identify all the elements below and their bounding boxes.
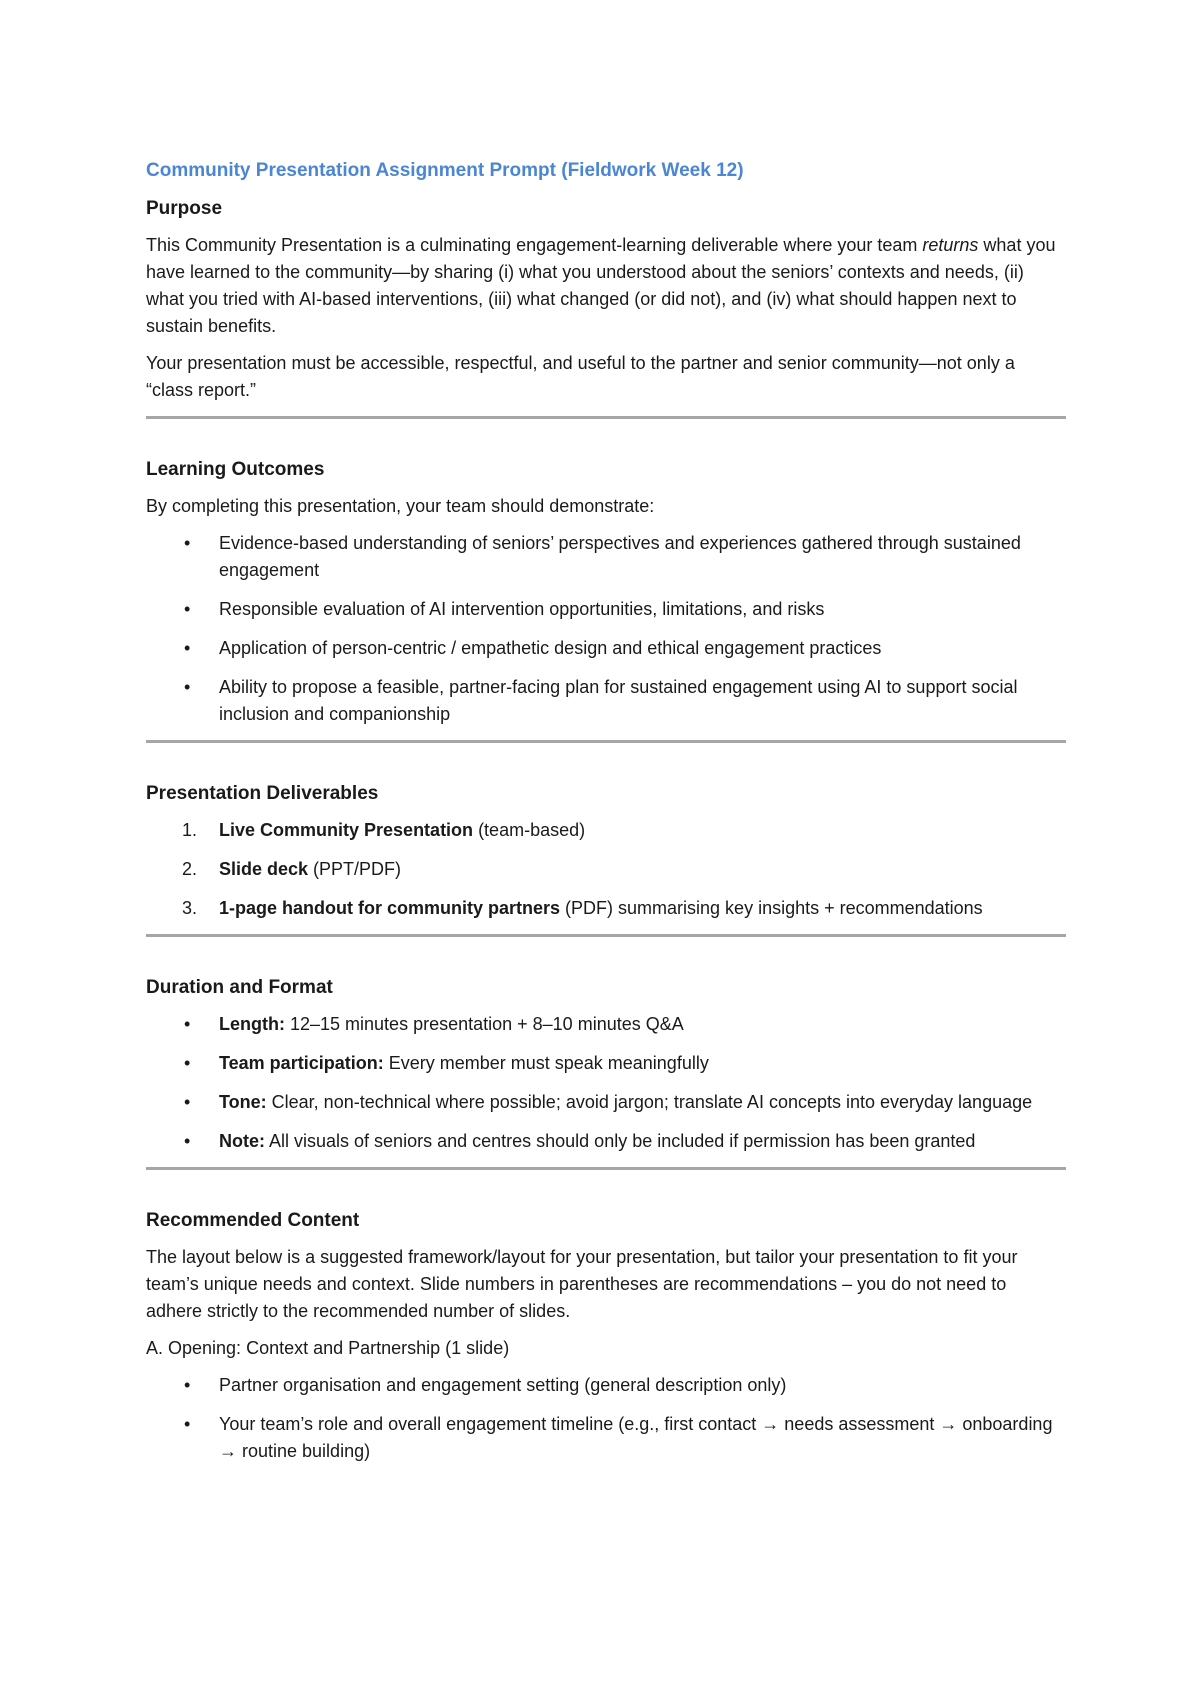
bullet-icon: •	[184, 638, 191, 658]
bullet-icon: •	[184, 677, 191, 697]
document-page	[146, 158, 1066, 1477]
deliverables-list	[146, 817, 1066, 922]
bullet-icon: •	[184, 1131, 191, 1151]
purpose-p1-italic: returns	[922, 235, 979, 255]
list-item: • Application of person-centric / empathetic design and ethical engagement practices	[146, 635, 1066, 662]
section-divider	[146, 1167, 1066, 1170]
list-item: 3. 1-page handout for community partners (PDF) summarising key insights + recommendations	[146, 895, 1066, 922]
list-item: • Note: All visuals of seniors and centres should only be included if permission has been granted	[146, 1128, 1066, 1155]
format-heading: Duration and Format	[146, 977, 333, 998]
list-item: • Your team’s role and overall engagement timeline (e.g., first contact → needs assessment → onboarding → routine building)	[146, 1411, 1066, 1465]
content-heading: Recommended Content	[146, 1210, 360, 1231]
bullet-icon: •	[184, 1375, 191, 1395]
purpose-paragraph-2: Your presentation must be accessible, respectful, and useful to the partner and senior community—not only a “class report.”	[146, 353, 1015, 400]
bullet-icon: •	[184, 1014, 191, 1034]
list-item: 1. Live Community Presentation (team-based)	[146, 817, 1066, 844]
list-item: • Evidence-based understanding of seniors’ perspectives and experiences gathered through sustained engagement	[146, 530, 1066, 584]
content-intro: The layout below is a suggested framework/layout for your presentation, but tailor your presentation to fit your team’s unique needs and context. Slide numbers in parentheses are recommendations – you do not need to adhere strictly to the recommended number of slides.	[146, 1247, 1018, 1321]
list-number: 3.	[182, 898, 198, 918]
format-list	[146, 1011, 1066, 1155]
content-list	[146, 1372, 1066, 1465]
section-divider	[146, 740, 1066, 743]
list-item: 2. Slide deck (PPT/PDF)	[146, 856, 1066, 883]
document-title: Community Presentation Assignment Prompt (Fieldwork Week 12)	[146, 160, 744, 181]
bullet-icon: •	[184, 599, 191, 619]
purpose-p1-start: This Community Presentation is a culminating engagement-learning deliverable where your team	[146, 235, 923, 255]
bullet-icon: •	[184, 1092, 191, 1112]
list-item: • Length: 12–15 minutes presentation + 8–10 minutes Q&A	[146, 1011, 1066, 1038]
section-divider	[146, 416, 1066, 419]
purpose-heading: Purpose	[146, 198, 223, 219]
bullet-icon: •	[184, 1414, 191, 1434]
section-divider	[146, 934, 1066, 937]
list-item: • Partner organisation and engagement setting (general description only)	[146, 1372, 1066, 1399]
list-number: 2.	[182, 859, 198, 879]
list-item: • Team participation: Every member must speak meaningfully	[146, 1050, 1066, 1077]
purpose-paragraph-1	[146, 232, 1066, 340]
purpose-p1-end: what you have learned to the community—by sharing (i) what you understood about the seniors’ contexts and needs, (ii) what you tried with AI-based interventions, (iii) what changed (or did not), and (iv) what should happen next to sustain benefits.	[146, 235, 1056, 336]
content-subsection-a: A. Opening: Context and Partnership (1 slide)	[146, 1338, 510, 1358]
bullet-icon: •	[184, 1053, 191, 1073]
outcomes-list	[146, 530, 1066, 728]
outcomes-heading: Learning Outcomes	[146, 459, 325, 480]
bullet-icon: •	[184, 533, 191, 553]
deliverables-heading: Presentation Deliverables	[146, 783, 379, 804]
outcomes-intro: By completing this presentation, your team should demonstrate:	[146, 496, 655, 516]
list-item: • Tone: Clear, non-technical where possible; avoid jargon; translate AI concepts into everyday language	[146, 1089, 1066, 1116]
list-item: • Responsible evaluation of AI intervention opportunities, limitations, and risks	[146, 596, 1066, 623]
list-item: • Ability to propose a feasible, partner-facing plan for sustained engagement using AI to support social inclusion and companionship	[146, 674, 1066, 728]
list-number: 1.	[182, 820, 198, 840]
